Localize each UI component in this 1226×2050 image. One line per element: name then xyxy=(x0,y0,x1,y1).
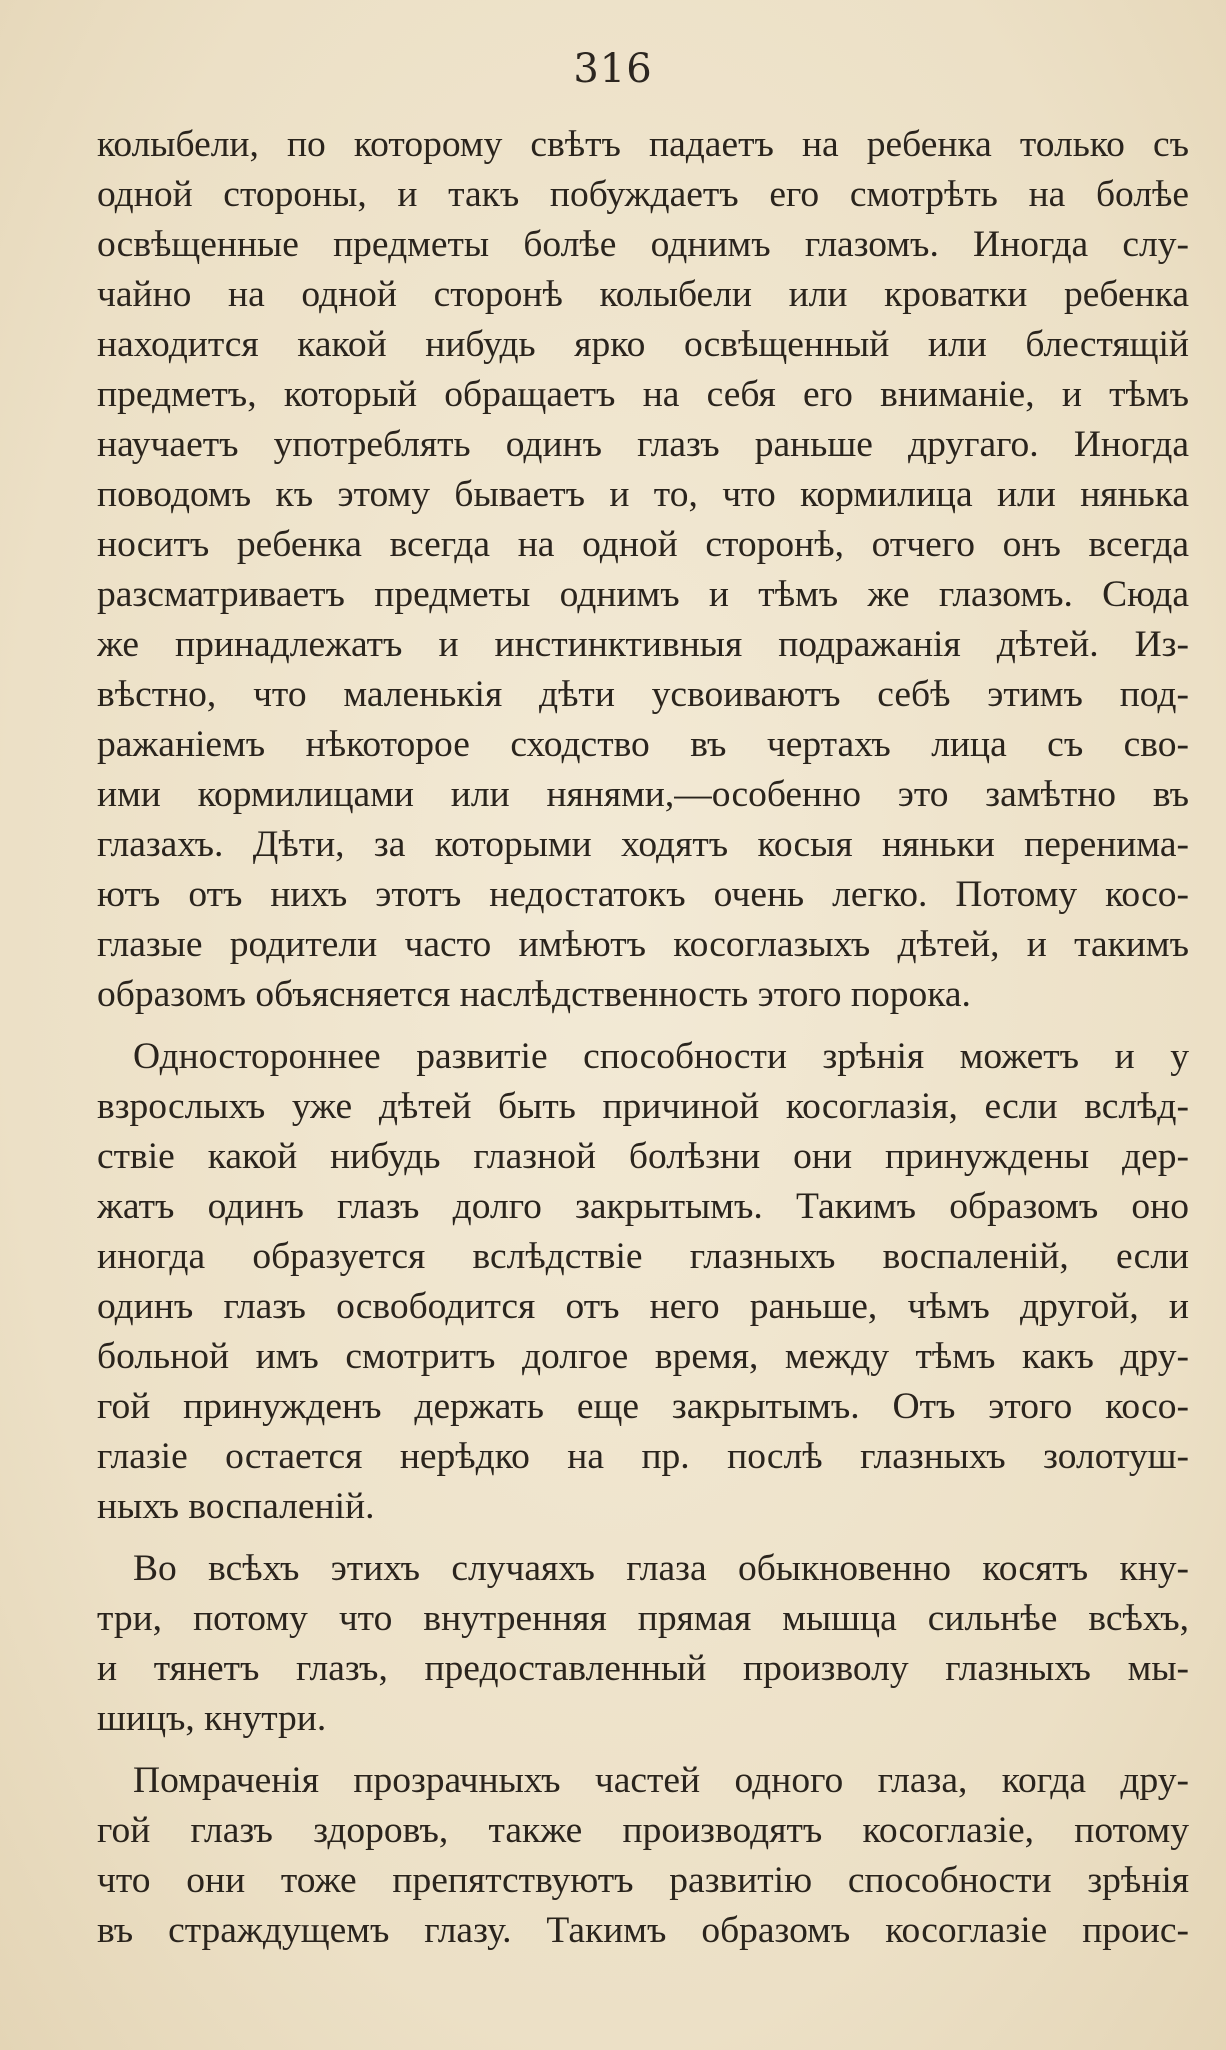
text-line: носитъ ребенка всегда на одной сторонѣ, отчего онъ всегда xyxy=(97,524,1189,565)
page-number: 316 xyxy=(573,46,653,92)
text-line: въ страждущемъ глазу. Такимъ образомъ косоглазіе проис- xyxy=(97,1910,1189,1951)
paragraph-3 xyxy=(97,1544,1189,1744)
text-line: ныхъ воспаленій. xyxy=(97,1486,375,1527)
paragraph-4 xyxy=(97,1756,1189,1956)
text-line: жатъ одинъ глазъ долго закрытымъ. Такимъ образомъ оно xyxy=(97,1186,1189,1227)
text-line: Одностороннее развитіе способности зрѣнія можетъ и у xyxy=(133,1036,1189,1077)
text-line: образомъ объясняется наслѣдственность этого порока. xyxy=(97,974,971,1015)
text-line: глазые родители часто имѣютъ косоглазыхъ дѣтей, и такимъ xyxy=(97,924,1189,965)
text-line: же принадлежатъ и инстинктивныя подражанія дѣтей. Из- xyxy=(97,624,1189,665)
paragraph-2 xyxy=(97,1032,1189,1532)
text-line: ими кормилицами или нянями,—особенно это замѣтно въ xyxy=(97,774,1189,815)
text-line: глазіе остается нерѣдко на пр. послѣ глазныхъ золотуш- xyxy=(97,1436,1189,1477)
text-line: одной стороны, и такъ побуждаетъ его смотрѣть на болѣе xyxy=(97,174,1189,215)
body-text xyxy=(97,120,1189,1956)
text-line: поводомъ къ этому бываетъ и то, что кормилица или нянька xyxy=(97,474,1189,515)
text-line: и тянетъ глазъ, предоставленный произволу глазныхъ мы- xyxy=(97,1648,1189,1689)
text-line: ютъ отъ нихъ этотъ недостатокъ очень легко. Потому косо- xyxy=(97,874,1189,915)
text-line: гой глазъ здоровъ, также производятъ косоглазіе, потому xyxy=(97,1810,1189,1851)
text-line: колыбели, по которому свѣтъ падаетъ на ребенка только съ xyxy=(97,124,1189,165)
text-line: взрослыхъ уже дѣтей быть причиной косоглазія, если вслѣд- xyxy=(97,1086,1189,1127)
text-line: чайно на одной сторонѣ колыбели или кроватки ребенка xyxy=(97,274,1189,315)
text-line: шицъ, кнутри. xyxy=(97,1698,327,1739)
text-line: Помраченія прозрачныхъ частей одного глаза, когда дру- xyxy=(133,1760,1189,1801)
text-line: ствіе какой нибудь глазной болѣзни они принуждены дер- xyxy=(97,1136,1189,1177)
text-line: Во всѣхъ этихъ случаяхъ глаза обыкновенно косятъ кну- xyxy=(133,1548,1189,1589)
text-line: что они тоже препятствуютъ развитію способности зрѣнія xyxy=(97,1860,1189,1901)
text-line: вѣстно, что маленькія дѣти усвоиваютъ себѣ этимъ под- xyxy=(97,674,1189,715)
text-line: иногда образуется вслѣдствіе глазныхъ воспаленій, если xyxy=(97,1236,1189,1277)
text-line: больной имъ смотритъ долгое время, между тѣмъ какъ дру- xyxy=(97,1336,1189,1377)
paragraph-1 xyxy=(97,120,1189,1020)
text-line: находится какой нибудь ярко освѣщенный или блестящій xyxy=(97,324,1189,365)
text-line: одинъ глазъ освободится отъ него раньше, чѣмъ другой, и xyxy=(97,1286,1189,1327)
text-line: разсматриваетъ предметы однимъ и тѣмъ же глазомъ. Сюда xyxy=(97,574,1189,615)
text-line: освѣщенные предметы болѣе однимъ глазомъ. Иногда слу- xyxy=(97,224,1189,265)
text-line: научаетъ употреблять одинъ глазъ раньше другаго. Иногда xyxy=(97,424,1189,465)
text-line: ражаніемъ нѣкоторое сходство въ чертахъ лица съ сво- xyxy=(97,724,1189,765)
text-line: глазахъ. Дѣти, за которыми ходятъ косыя няньки перенима- xyxy=(97,824,1189,865)
text-line: предметъ, который обращаетъ на себя его вниманіе, и тѣмъ xyxy=(97,374,1189,415)
text-line: три, потому что внутренняя прямая мышца сильнѣе всѣхъ, xyxy=(97,1598,1189,1639)
text-line: гой принужденъ держать еще закрытымъ. Отъ этого косо- xyxy=(97,1386,1189,1427)
